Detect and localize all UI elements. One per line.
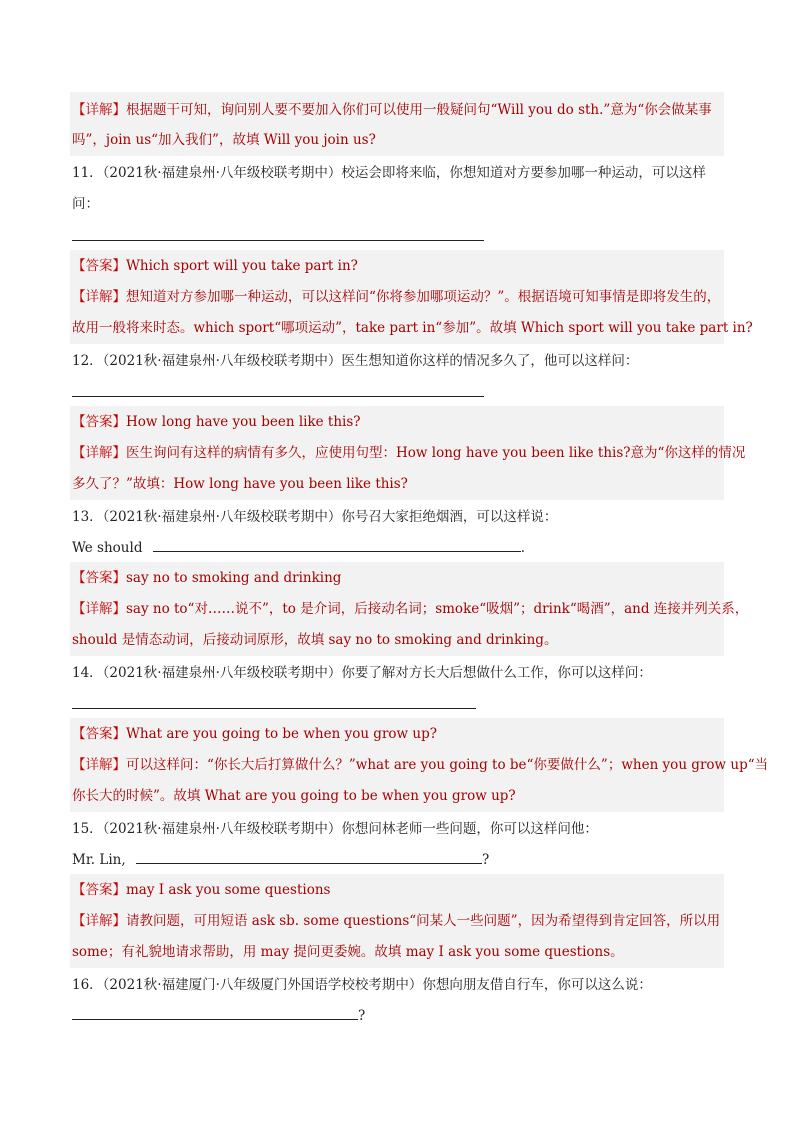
answer-line: 【答案】Which sport will you take part in? bbox=[72, 258, 358, 274]
answer-blank-14[interactable] bbox=[72, 708, 476, 709]
detail-line: 【详解】say no to“对……说不”，to 是介词，后接动名词；smoke“吸烟”；drink“喝酒”，and 连接并列关系， bbox=[72, 601, 749, 617]
fill-suffix: ? bbox=[358, 1008, 366, 1024]
fill-line-13 bbox=[72, 537, 525, 558]
detail-line: 【详解】医生询问有这样的病情有多久，应使用句型：How long have you been like this?意为“你这样的情况 bbox=[72, 445, 746, 461]
answer-line: 【答案】may I ask you some questions bbox=[72, 882, 331, 898]
fill-prefix: We should bbox=[72, 540, 143, 556]
answer-line: 【答案】What are you going to be when you grow up? bbox=[72, 726, 437, 742]
label-marker: 【详解】 bbox=[72, 913, 126, 929]
detail-line: 故用一般将来时态。which sport“哪项运动”，take part in“参加”。故填 Which sport will you take part in? bbox=[72, 320, 753, 336]
answer-blank-16[interactable] bbox=[72, 1005, 358, 1020]
fill-line-16 bbox=[72, 1005, 365, 1026]
label-marker: 【详解】 bbox=[72, 289, 126, 305]
fill-suffix: ? bbox=[481, 852, 490, 868]
question-16-line: 16．（2021秋·福建厦门·八年级厦门外国语学校校考期中）你想向朋友借自行车，你可以这么说： bbox=[72, 977, 652, 993]
fill-prefix: Mr. Lin, bbox=[72, 852, 126, 868]
detail-line: should 是情态动词，后接动词原形，故填 say no to smoking and drinking。 bbox=[72, 632, 558, 648]
fill-line-15 bbox=[72, 849, 489, 870]
question-14-line: 14．（2021秋·福建泉州·八年级校联考期中）你要了解对方长大后想做什么工作，你可以这样问： bbox=[72, 665, 652, 681]
question-12-line: 12．（2021秋·福建泉州·八年级校联考期中）医生想知道你这样的情况多久了，他可以这样问： bbox=[72, 353, 639, 369]
label-marker: 【详解】 bbox=[72, 601, 126, 617]
label-marker: 【答案】 bbox=[72, 570, 126, 586]
question-11-line: 11．（2021秋·福建泉州·八年级校联考期中）校运会即将来临，你想知道对方要参加哪一种运动，可以这样 bbox=[72, 165, 706, 181]
label-marker: 【答案】 bbox=[72, 882, 126, 898]
detail-line: 吗”，join us“加入我们”，故填 Will you join us? bbox=[72, 132, 376, 148]
fill-suffix: . bbox=[520, 540, 526, 556]
label-marker: 【答案】 bbox=[72, 414, 126, 430]
question-15-line: 15．（2021秋·福建泉州·八年级校联考期中）你想问林老师一些问题，你可以这样问他： bbox=[72, 821, 598, 837]
question-13-line: 13．（2021秋·福建泉州·八年级校联考期中）你号召大家拒绝烟酒，可以这样说： bbox=[72, 509, 558, 525]
detail-line: some；有礼貌地请求帮助，用 may 提问更委婉。故填 may I ask you some questions。 bbox=[72, 944, 624, 960]
detail-line: 【详解】请教问题，可用短语 ask sb. some questions“问某人一些问题”，因为希望得到肯定回答，所以用 bbox=[72, 913, 721, 929]
label-marker: 【详解】 bbox=[72, 757, 126, 773]
detail-line: 【详解】可以这样问：“你长大后打算做什么？”what are you going to be“你要做什么”；when you grow up“当 bbox=[72, 757, 769, 773]
detail-line: 你长大的时候”。故填 What are you going to be when you grow up? bbox=[72, 788, 516, 804]
label-marker: 【详解】 bbox=[72, 445, 126, 461]
answer-line: 【答案】say no to smoking and drinking bbox=[72, 570, 342, 586]
answer-blank-13[interactable] bbox=[153, 537, 521, 552]
answer-line: 【答案】How long have you been like this? bbox=[72, 414, 361, 430]
answer-blank-12[interactable] bbox=[72, 396, 484, 397]
answer-blank-15[interactable] bbox=[136, 849, 482, 864]
answer-blank-11[interactable] bbox=[72, 240, 484, 241]
detail-line: 多久了？”故填：How long have you been like this? bbox=[72, 476, 408, 492]
detail-line: 【详解】想知道对方参加哪一种运动，可以这样问“你将参加哪项运动？”。根据语境可知事情是即将发生的， bbox=[72, 289, 721, 305]
label-marker: 【答案】 bbox=[72, 258, 126, 274]
question-11-line: 问： bbox=[72, 196, 99, 212]
label-marker: 【详解】 bbox=[72, 102, 126, 118]
detail-line: 【详解】根据题干可知，询问别人要不要加入你们可以使用一般疑问句“Will you do sth.”意为“你会做某事 bbox=[72, 102, 712, 118]
label-marker: 【答案】 bbox=[72, 726, 126, 742]
